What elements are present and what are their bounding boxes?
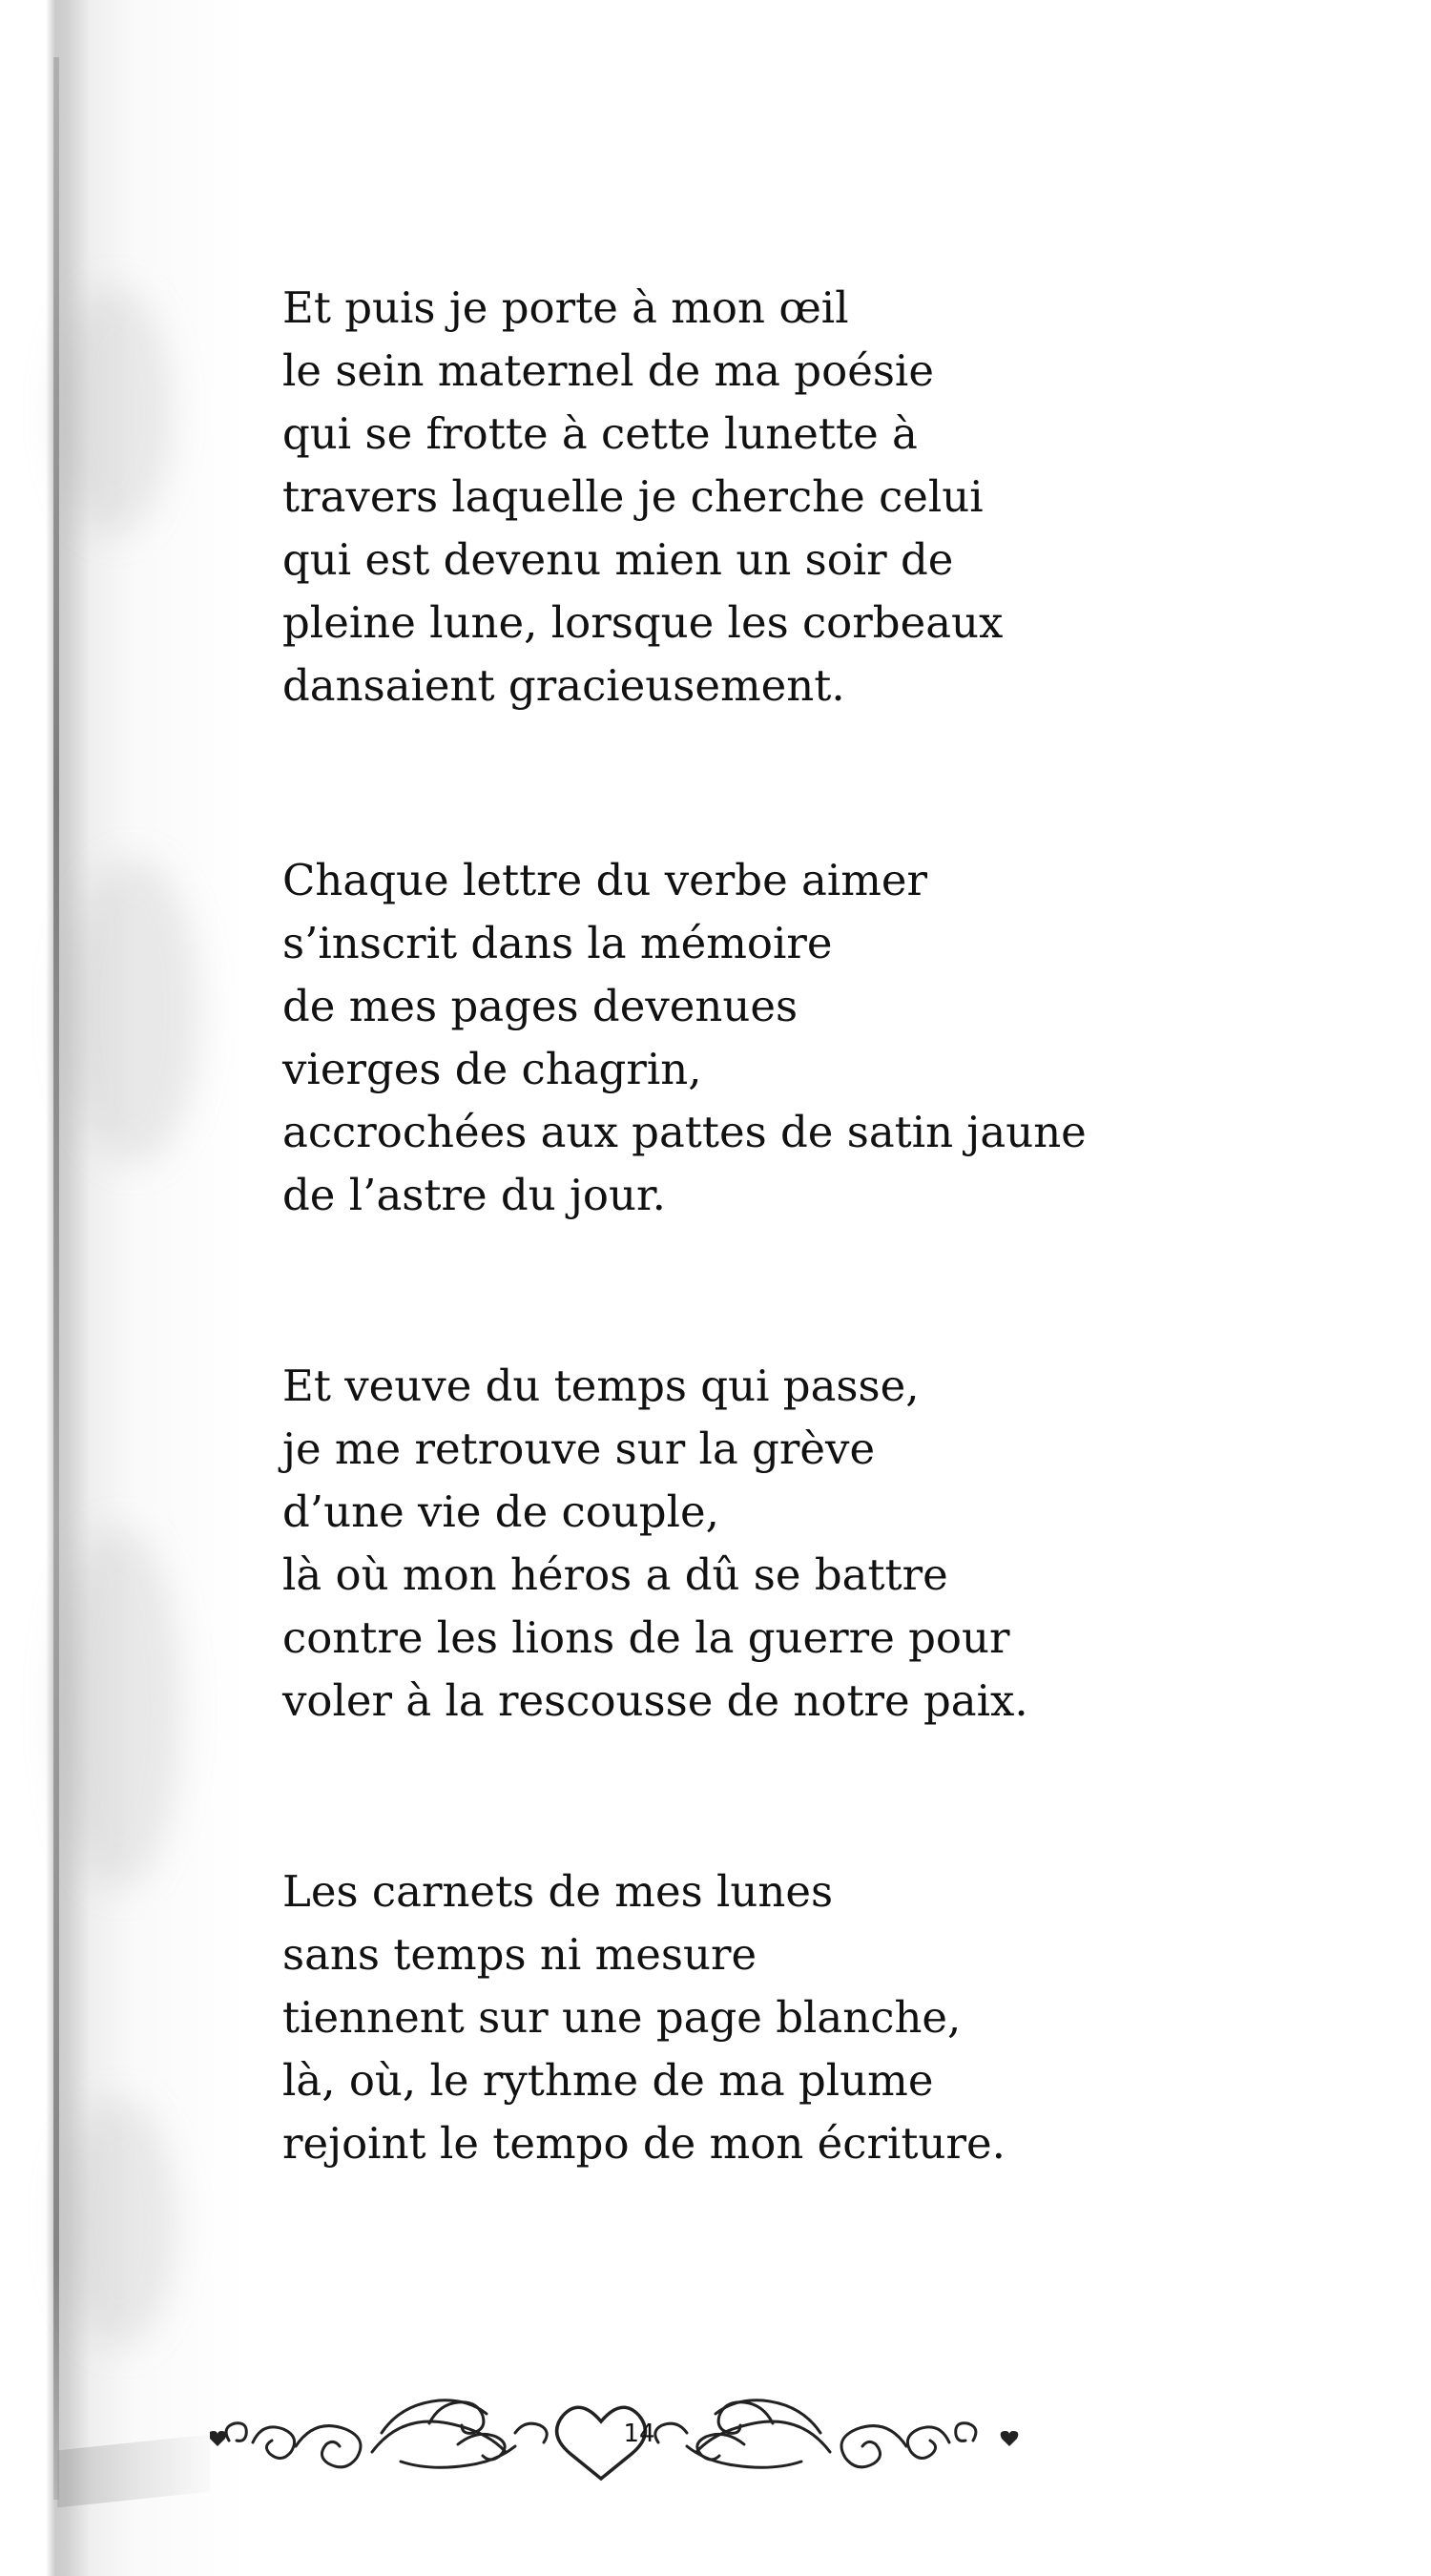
edge-blot [57, 286, 172, 534]
poem-line: qui se frotte à cette lunette à [282, 408, 918, 459]
poem-line: Les carnets de mes lunes [282, 1866, 834, 1917]
page-number: 14 [623, 2420, 655, 2448]
poem-line: vierges de chagrin, [282, 1044, 702, 1094]
edge-blot [57, 1527, 181, 1889]
stanza [282, 1355, 1332, 1733]
poem-line: Et puis je porte à mon œil [282, 282, 849, 333]
edge-blot [67, 859, 200, 1164]
poem-line: dansaient gracieusement. [282, 660, 845, 711]
poem-line: là où mon héros a dû se battre [282, 1549, 948, 1600]
poem-line: là, où, le rythme de ma plume [282, 2055, 934, 2106]
poem-line: je me retrouve sur la grève [282, 1423, 876, 1474]
edge-blot [62, 2099, 176, 2347]
stanza [282, 849, 1332, 1227]
poem-line: travers laquelle je cherche celui [282, 471, 984, 522]
poem-line: voler à la rescousse de notre paix. [282, 1675, 1028, 1726]
poem-line: le sein maternel de ma poésie [282, 345, 934, 396]
poem-line: qui est devenu mien un soir de [282, 534, 954, 585]
poem-line: accrochées aux pattes de satin jaune [282, 1107, 1087, 1157]
poem-line: de l’astre du jour. [282, 1170, 666, 1220]
poem-line: Chaque lettre du verbe aimer [282, 855, 928, 905]
poem-line: s’inscrit dans la mémoire [282, 918, 833, 968]
stanza [282, 277, 1332, 717]
poem-line: sans temps ni mesure [282, 1929, 757, 1980]
poem-line: Et veuve du temps qui passe, [282, 1361, 920, 1411]
poem-line: d’une vie de couple, [282, 1486, 719, 1537]
stanza [282, 1860, 1332, 2175]
poem-line: contre les lions de la guerre pour [282, 1612, 1010, 1663]
poem-line: rejoint le tempo de mon écriture. [282, 2118, 1006, 2169]
poem-line: pleine lune, lorsque les corbeaux [282, 597, 1004, 648]
poem-line: de mes pages devenues [282, 981, 798, 1031]
poem-line: tiennent sur une page blanche, [282, 1992, 962, 2043]
